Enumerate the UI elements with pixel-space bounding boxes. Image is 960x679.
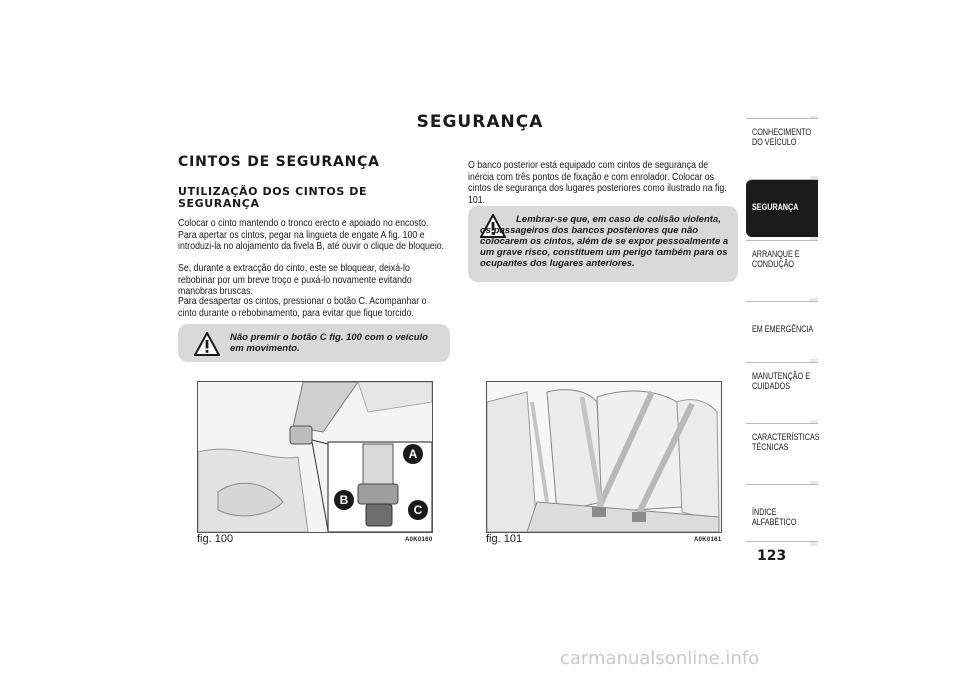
- paragraph-fastening: Colocar o cinto mantendo o tronco erecto e apoiado no encosto. Para apertar os cintos, pegar na lingueta de engate A fig. 100 e introduzi-la no alojamento da fivela B, até ouvir o clique de bloqueio.: [178, 218, 445, 252]
- warning-text-left: Não premir o botão C fig. 100 com o veículo em movimento.: [230, 332, 428, 354]
- tab-label: MANUTENÇÃO E CUIDADOS: [752, 371, 811, 391]
- watermark: carmanualsonline.info: [560, 648, 760, 669]
- sidebar-tab-indice[interactable]: [746, 484, 818, 542]
- figure-101-code: A0K0161: [694, 537, 722, 543]
- sidebar-tab-caracteristicas[interactable]: [746, 423, 818, 481]
- sidebar-tab-emergencia[interactable]: [746, 301, 818, 359]
- tab-label: SEGURANÇA: [752, 202, 799, 212]
- sidebar-tab-manutencao[interactable]: [746, 362, 818, 420]
- warning-box-right: [468, 206, 738, 282]
- figure-100-code: A0K0160: [405, 537, 433, 543]
- tab-label: ÍNDICE ALFABÉTICO: [752, 507, 797, 527]
- warning-box-left: [178, 324, 450, 362]
- sidebar-tab-arranque[interactable]: [746, 240, 818, 298]
- warning-text-right: Lembrar-se que, em caso de colisão violenta, os passageiros dos bancos posteriores que não colocarem os cintos, além de se expor pessoalmente a um grave risco, constituem um perigo também para os ocupantes dos lugares anteriores.: [480, 214, 729, 269]
- section-subheading: UTILIZAÇÃO DOS CINTOS DE SEGURANÇA: [178, 185, 368, 210]
- figure-101-caption: fig. 101: [486, 533, 523, 545]
- page-title: SEGURANÇA: [416, 112, 544, 132]
- sidebar-tab-conhecimento[interactable]: [746, 118, 818, 176]
- figure-101-image: [486, 381, 722, 533]
- paragraph-rear-belts: O banco posterior está equipado com cintos de segurança de inércia com três pontos de fixação e com enrolador. Colocar os cintos de segurança dos lugares posteriores como ilustrado na fig. 101.: [468, 160, 727, 206]
- tab-label: ARRANQUE E CONDUÇÃO: [752, 249, 800, 269]
- figure-100-image: [197, 381, 433, 533]
- figure-100-caption: fig. 100: [197, 533, 234, 545]
- section-heading: CINTOS DE SEGURANÇA: [178, 154, 380, 170]
- tab-label: CONHECIMENTO DO VEÍCULO: [752, 127, 812, 147]
- sidebar-tab-seguranca[interactable]: [746, 179, 818, 237]
- page-number: 123: [757, 548, 787, 564]
- figure-label-b: B: [334, 490, 354, 510]
- figure-label-a: A: [403, 444, 423, 464]
- tab-label: EM EMERGÊNCIA: [752, 324, 814, 334]
- tab-label: CARACTERÍSTICAS TÉCNICAS: [752, 432, 820, 452]
- figure-label-c: C: [408, 500, 428, 520]
- paragraph-release: Para desapertar os cintos, pressionar o botão C. Acompanhar o cinto durante o rebobinamento, para evitar que fique torcido.: [178, 296, 427, 319]
- paragraph-retract: Se, durante a extracção do cinto, este se bloquear, deixá-lo rebobinar por um breve troço e puxá-lo novamente evitando manobras bruscas.: [178, 263, 412, 297]
- warning-triangle-icon: [194, 332, 220, 356]
